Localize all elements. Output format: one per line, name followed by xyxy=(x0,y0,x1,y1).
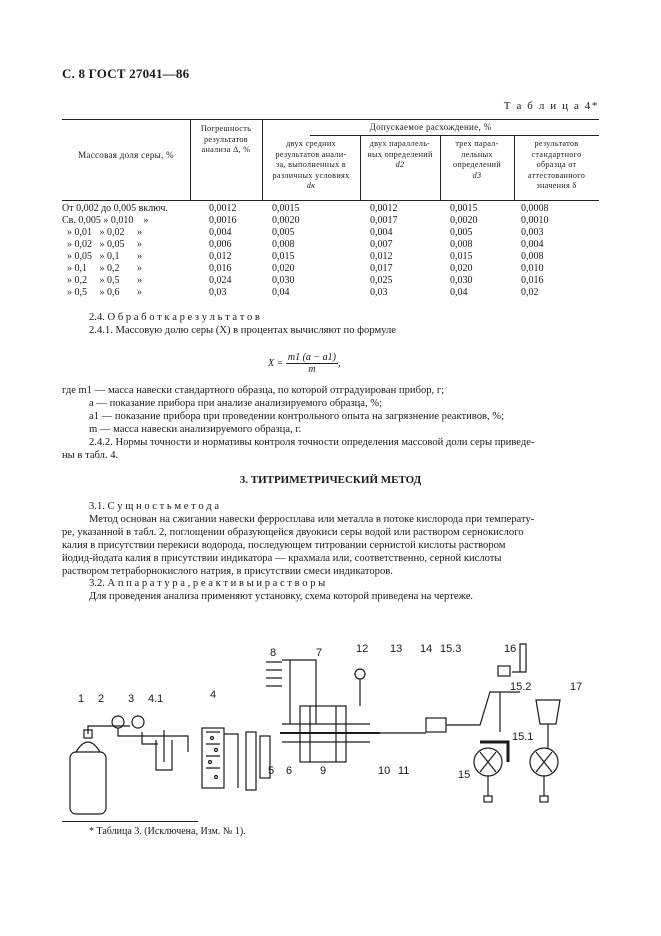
col-d3-header: трех парал- лельных определений d3 xyxy=(452,139,502,180)
col-error-header: Погрешность результатов анализа Δ, % xyxy=(200,124,252,154)
table-row: » 0,2 » 0,5 » 0,024 0,030 0,025 0,030 0,016 xyxy=(62,275,544,286)
table-row: » 0,01 » 0,02 » 0,004 0,005 0,004 0,005 0,003 xyxy=(62,227,544,238)
svg-text:16: 16 xyxy=(504,643,517,655)
transformer xyxy=(266,660,316,724)
col-allowed-header: Допускаемое расхождение, % xyxy=(369,122,492,132)
where-a: a — показание прибора при анализе анализируемого образца, %; xyxy=(89,398,383,409)
section-3-1-line: Метод основан на сжигании навески ферросплава или металла в потоке кислорода при температу- xyxy=(89,514,535,525)
reducer-and-gauges xyxy=(88,716,168,744)
drying-column xyxy=(202,728,238,788)
section-2-4-2-cont: ны в табл. 4. xyxy=(62,450,119,461)
svg-text:4: 4 xyxy=(210,689,217,701)
section-3-2-title: 3.2. А п п а р а т у р а , р е а к т и в ы и р а с т в о р ы xyxy=(89,578,326,589)
svg-text:9: 9 xyxy=(320,765,327,777)
section-3-heading: 3. ТИТРИМЕТРИЧЕСКИЙ МЕТОД xyxy=(239,474,422,486)
svg-text:15.1: 15.1 xyxy=(512,731,534,743)
oxygen-cylinder xyxy=(70,730,106,814)
vessel xyxy=(536,700,560,748)
table-row: » 0,1 » 0,2 » 0,016 0,020 0,017 0,020 0,010 xyxy=(62,263,544,274)
section-2-4-1: 2.4.1. Массовую долю серы (X) в процентах вычисляют по формуле xyxy=(89,325,396,336)
svg-text:7: 7 xyxy=(316,647,323,659)
section-3-1-title: 3.1. С у щ н о с т ь м е т о д а xyxy=(89,501,220,512)
table-row: От 0,002 до 0,005 включ. 0,0012 0,0015 0,0012 0,0015 0,0008 xyxy=(62,203,549,214)
table-row: » 0,02 » 0,05 » 0,006 0,008 0,007 0,008 0,004 xyxy=(62,239,544,250)
svg-text:15.2: 15.2 xyxy=(510,681,532,693)
section-3-1-line: раствором тетраборнокислого натрия, в присутствии смеси индикаторов. xyxy=(62,566,393,577)
table-row: » 0,05 » 0,1 » 0,012 0,015 0,012 0,015 0,008 xyxy=(62,251,544,262)
formula-numerator: m1 (a − a1) xyxy=(287,352,336,363)
svg-text:8: 8 xyxy=(270,647,277,659)
table-row: Св. 0,005 » 0,010 » 0,0016 0,0020 0,0017 0,0020 0,0010 xyxy=(62,215,549,226)
svg-text:12: 12 xyxy=(356,643,369,655)
svg-text:4.1: 4.1 xyxy=(148,693,164,705)
svg-text:1: 1 xyxy=(78,693,85,705)
table-caption: Т а б л и ц а 4* xyxy=(503,100,599,112)
svg-text:3: 3 xyxy=(128,693,135,705)
footnote-rule xyxy=(62,821,198,822)
svg-text:15.3: 15.3 xyxy=(440,643,462,655)
col-delta-header: результатов стандартного образца от аттестованного значения δ xyxy=(527,139,586,190)
col-mass-header: Массовая доля серы, % xyxy=(78,150,174,160)
section-3-1-line: калия в присутствии перекиси водорода, последующем титровании сернистой кислоты раствором xyxy=(62,540,506,551)
svg-text:10: 10 xyxy=(378,765,391,777)
where-m: m — масса навески анализируемого образца, г. xyxy=(89,424,302,435)
page-header: С. 8 ГОСТ 27041—86 xyxy=(62,66,190,81)
formula: X = $\frac{m1 (a - a1)}{m}$ , xyxy=(268,352,341,375)
svg-text:14: 14 xyxy=(420,643,433,655)
col-dk-header: двух средних результатов анали- за, выполненных в различных условиях dк xyxy=(272,139,350,190)
svg-text:17: 17 xyxy=(570,681,583,693)
section-2-4-2: 2.4.2. Нормы точности и нормативы контроля точности определения массовой доли серы приведе- xyxy=(89,437,535,448)
apparatus-diagram xyxy=(60,612,605,817)
section-2-4-title: 2.4. О б р а б о т к а р е з у л ь т а т о в xyxy=(89,312,260,323)
where-m1: где m1 — масса навески стандартного образца, по которой отградуирован прибор, г; xyxy=(62,385,445,396)
absorber-assembly xyxy=(380,692,558,802)
formula-denominator: m xyxy=(308,364,316,375)
svg-text:11: 11 xyxy=(398,765,410,777)
svg-text:15: 15 xyxy=(458,769,471,781)
where-a1: a1 — показание прибора при проведении контрольного опыта на загрязнение реактивов, %; xyxy=(89,411,505,422)
col-d2-header: двух параллель- ных определений d2 xyxy=(367,139,433,169)
footnote: * Таблица 3. (Исключена, Изм. № 1). xyxy=(89,826,246,837)
section-3-1-line: йодид-йодата калия в присутствии индикатора — крахмала или, соответственно, серной кислоты xyxy=(62,553,502,564)
table-row: » 0,5 » 0,6 » 0,03 0,04 0,03 0,04 0,02 xyxy=(62,287,539,298)
furnace-assembly xyxy=(246,669,380,790)
section-3-1-line: ре, указанной в табл. 2, поглощении образующейся двуокиси серы водой или раствором сернокислого xyxy=(62,527,524,538)
svg-text:13: 13 xyxy=(390,643,403,655)
section-3-2-text: Для проведения анализа применяют установку, схема которой приведена на чертеже. xyxy=(89,591,474,602)
svg-text:5: 5 xyxy=(268,765,275,777)
svg-text:2: 2 xyxy=(98,693,105,705)
svg-text:6: 6 xyxy=(286,765,293,777)
